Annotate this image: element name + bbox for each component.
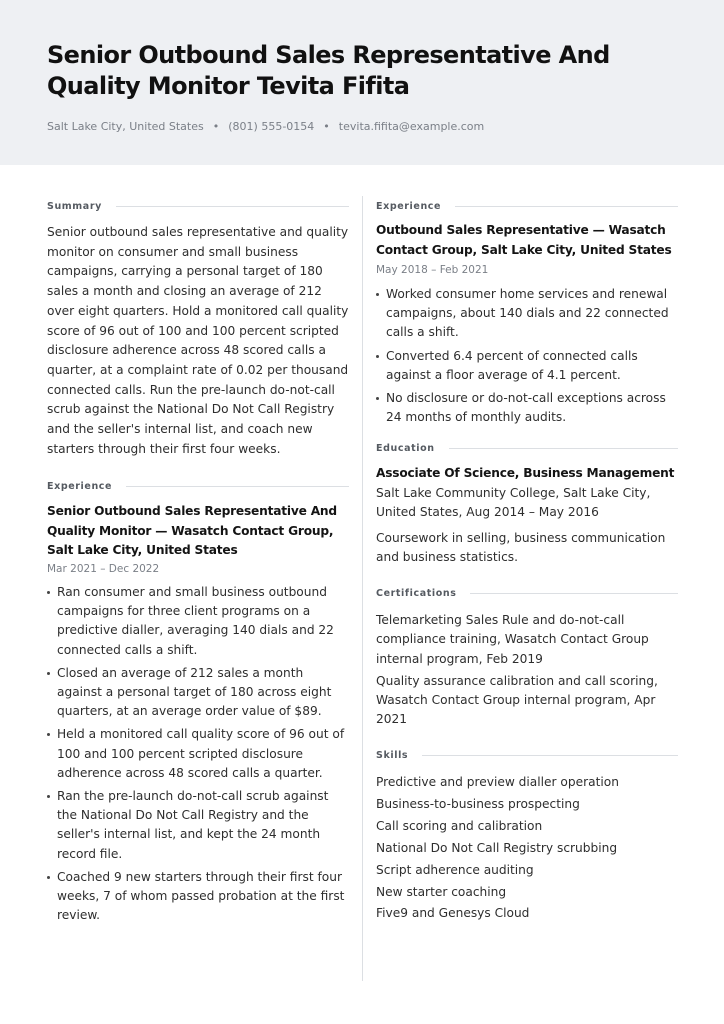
degree-title: Associate Of Science, Business Management [376,466,675,480]
list-item: No disclosure or do-not-call exceptions across 24 months of monthly audits. [376,389,678,427]
resume-header [0,0,724,165]
summary-section-title [47,199,349,213]
job-dates: Mar 2021 – Dec 2022 [47,563,160,575]
email-link[interactable]: tevita.fifita@example.com [338,120,485,133]
list-item: Script adherence auditing [376,862,534,877]
job-title: Outbound Sales Representative — Wasatch Contact Group, Salt Lake City, United States [376,223,672,257]
skills-list [376,772,678,925]
contact-separator: • [212,120,220,133]
skills-section-title [376,748,678,762]
education-heading: Education [376,442,435,454]
contact-separator: • [323,120,330,133]
list-item: Quality assurance calibration and call scoring, Wasatch Contact Group internal program, Apr 2021 [376,673,658,727]
list-item: Held a monitored call quality score of 96 out of 100 and 100 percent scripted disclosure adherence across 48 scored calls a quarter. [47,725,349,783]
experience-heading: Experience [47,480,113,492]
experience-section-title [47,479,349,493]
experience-section-title [376,199,678,213]
job-dates: May 2018 – Feb 2021 [376,264,489,276]
summary-heading: Summary [47,200,102,212]
certifications-section-title [376,586,678,600]
education-section-title [376,441,678,455]
summary-text: Senior outbound sales representative and quality monitor on consumer and small business campaigns, carrying a personal target of 180 sales a month and closing an average of 212 over eight quarters. Hold a monitored call quality score of 96 out of 100 and 100 percent scripted disclosure adherence across 48 scored calls a quarter, at a complaint rate of 0.02 per thousand connected calls. Run the pre-launch do-not-call scrub against the National Do Not Call Registry and the seller's internal list, and coach new starters through their first four weeks. [47,225,349,456]
list-item: Ran consumer and small business outbound campaigns for three client programs on a predictive dialler, averaging 140 dials and 22 connected calls a shift. [47,583,349,660]
coursework-text: Coursework in selling, business communication and business statistics. [376,530,666,564]
list-item: Ran the pre-launch do-not-call scrub against the National Do Not Call Registry and the seller's internal list, and kept the 24 month record file. [47,787,349,864]
column-divider [362,196,363,981]
list-item: Coached 9 new starters through their first four weeks, 7 of whom passed probation at the first review. [47,868,349,926]
skills-heading: Skills [376,749,409,761]
list-item: Business-to-business prospecting [376,796,580,811]
list-item: Telemarketing Sales Rule and do-not-call compliance training, Wasatch Contact Group internal program, Feb 2019 [376,613,649,666]
job-bullets [376,285,678,431]
contact-line [47,120,484,133]
list-item: Converted 6.4 percent of connected calls against a floor average of 4.1 percent. [376,347,678,385]
list-item: Predictive and preview dialler operation [376,775,619,789]
section-rule [455,206,678,207]
job-bullets [47,583,349,929]
certifications-list [376,611,668,730]
education-details [376,484,666,567]
list-item: Five9 and Genesys Cloud [376,906,530,921]
list-item: Closed an average of 212 sales a month against a personal target of 180 across eight quarters, at an average order value of $89. [47,664,349,722]
location-text: Salt Lake City, United States [47,120,204,133]
phone-text: (801) 555-0154 [228,120,315,133]
section-rule [449,448,678,449]
section-rule [470,593,678,594]
section-rule [422,755,678,756]
list-item: Call scoring and calibration [376,818,543,833]
experience-heading: Experience [376,200,442,212]
candidate-name: Senior Outbound Sales Representative And Quality Monitor Tevita Fifita [47,41,610,100]
list-item: National Do Not Call Registry scrubbing [376,840,618,855]
section-rule [116,206,349,207]
school-text: Salt Lake Community College, Salt Lake City, United States, Aug 2014 – May 2016 [376,486,651,520]
list-item: Worked consumer home services and renewal campaigns, about 140 dials and 22 connected calls a shift. [376,285,678,343]
list-item: New starter coaching [376,884,507,899]
section-rule [126,486,349,487]
job-title: Senior Outbound Sales Representative And Quality Monitor — Wasatch Contact Group, Salt Lake City, United States [47,504,337,557]
certifications-heading: Certifications [376,587,457,599]
